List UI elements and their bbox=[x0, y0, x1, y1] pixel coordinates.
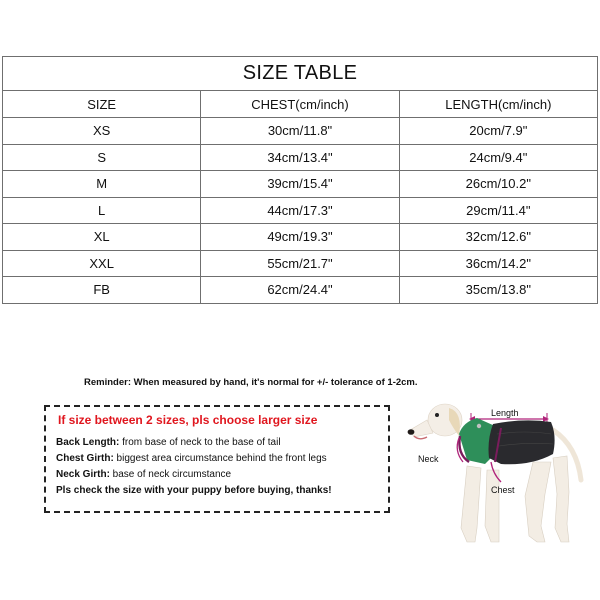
chest-girth-label: Chest Girth: bbox=[56, 453, 114, 464]
chest-cell: 30cm/11.8" bbox=[201, 118, 399, 145]
column-header-length: LENGTH(cm/inch) bbox=[399, 91, 597, 118]
table-header-row bbox=[3, 91, 598, 118]
length-cell: 36cm/14.2" bbox=[399, 250, 597, 277]
back-length-label: Back Length: bbox=[56, 437, 120, 448]
size-cell: XS bbox=[3, 118, 201, 145]
sizing-notes-box bbox=[44, 405, 390, 513]
dog-head bbox=[408, 404, 462, 439]
size-cell: S bbox=[3, 144, 201, 171]
length-cell: 20cm/7.9" bbox=[399, 118, 597, 145]
length-label: Length bbox=[491, 408, 519, 418]
chest-cell: 55cm/21.7" bbox=[201, 250, 399, 277]
size-cell: XL bbox=[3, 224, 201, 251]
dog-measurement-diagram bbox=[405, 396, 595, 546]
table-row bbox=[3, 118, 598, 145]
chest-cell: 44cm/17.3" bbox=[201, 197, 399, 224]
neck-label: Neck bbox=[418, 454, 439, 464]
table-row bbox=[3, 250, 598, 277]
length-cell: 35cm/13.8" bbox=[399, 277, 597, 304]
back-length-note bbox=[56, 437, 281, 448]
length-cell: 26cm/10.2" bbox=[399, 171, 597, 198]
table-row bbox=[3, 277, 598, 304]
chest-cell: 49cm/19.3" bbox=[201, 224, 399, 251]
size-cell: L bbox=[3, 197, 201, 224]
chest-label: Chest bbox=[491, 485, 515, 495]
measurement-reminder: Reminder: When measured by hand, it's normal for +/- tolerance of 1-2cm. bbox=[84, 377, 418, 388]
neck-girth-label: Neck Girth: bbox=[56, 469, 110, 480]
table-row bbox=[3, 197, 598, 224]
chest-cell: 39cm/15.4" bbox=[201, 171, 399, 198]
dog-legs bbox=[461, 456, 569, 542]
chest-girth-note bbox=[56, 453, 327, 464]
table-row bbox=[3, 144, 598, 171]
check-size-note: Pls check the size with your puppy before buying, thanks! bbox=[56, 485, 332, 496]
back-length-text: from base of neck to the base of tail bbox=[119, 437, 281, 448]
length-cell: 32cm/12.6" bbox=[399, 224, 597, 251]
neck-girth-text: base of neck circumstance bbox=[109, 469, 232, 480]
neck-girth-note bbox=[56, 469, 231, 480]
table-row bbox=[3, 224, 598, 251]
size-cell: M bbox=[3, 171, 201, 198]
column-header-chest: CHEST(cm/inch) bbox=[201, 91, 399, 118]
size-hint: If size between 2 sizes, pls choose larger size bbox=[58, 413, 318, 427]
chest-cell: 62cm/24.4" bbox=[201, 277, 399, 304]
chest-cell: 34cm/13.4" bbox=[201, 144, 399, 171]
size-table bbox=[2, 56, 598, 304]
length-cell: 29cm/11.4" bbox=[399, 197, 597, 224]
dog-coat bbox=[459, 418, 555, 464]
chest-girth-text: biggest area circumstance behind the front legs bbox=[113, 453, 327, 464]
table-row bbox=[3, 171, 598, 198]
length-cell: 24cm/9.4" bbox=[399, 144, 597, 171]
table-title: SIZE TABLE bbox=[3, 57, 598, 91]
dog-illustration bbox=[405, 396, 595, 546]
column-header-size: SIZE bbox=[3, 91, 201, 118]
size-cell: XXL bbox=[3, 250, 201, 277]
size-cell: FB bbox=[3, 277, 201, 304]
